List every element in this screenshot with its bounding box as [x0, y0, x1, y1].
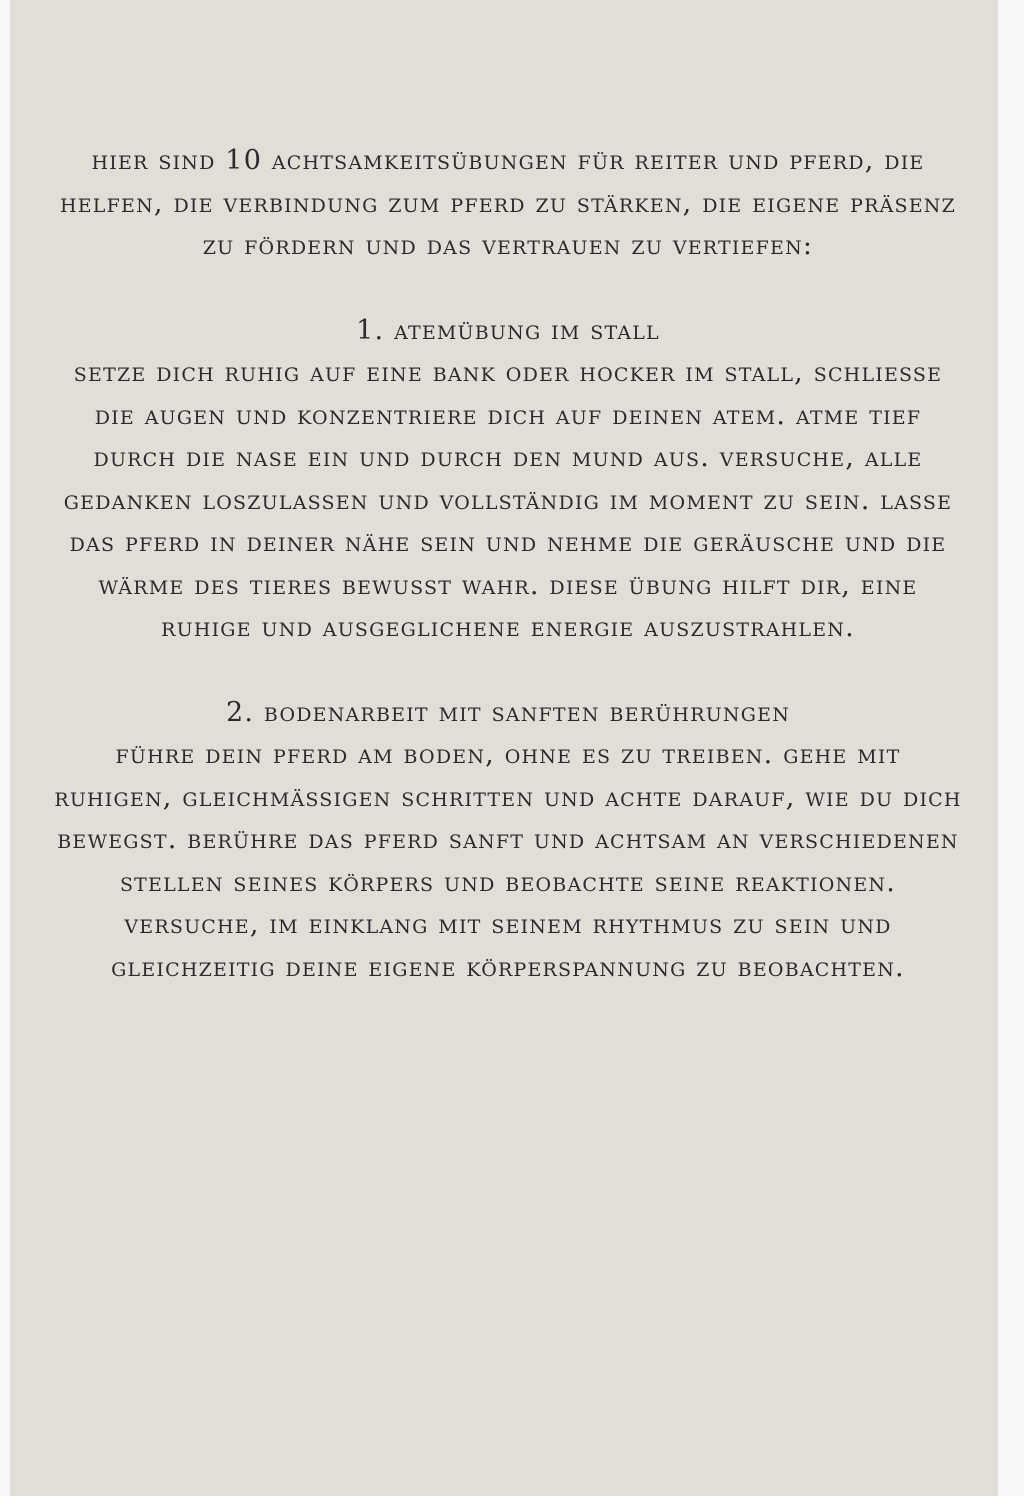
intro-paragraph: hier sind 10 achtsamkeitsübungen für reiter und pferd, die helfen, die verbindung zum pferd zu stärken, die eigene präsenz zu fördern und das vertrauen zu vertiefen: [59, 145, 957, 261]
right-margin [998, 0, 1024, 1496]
document-content [54, 140, 962, 1031]
exercise-heading-2: 2. bodenarbeit mit sanften berührungen [225, 696, 791, 728]
exercise-body-1: setze dich ruhig auf eine bank oder hocker im stall, schliesse die augen und konzentriere dich auf deinen atem. atme tief durch die nase ein und durch den mund aus. versuche, alle gedanken loszulassen und vollständig im moment zu sein. lasse das pferd in deiner nähe sein und nehme die geräusche und die wärme des tieres bewusst wahr. diese übung hilft dir, eine ruhige und ausgeglichene energie auszustrahlen. [63, 357, 953, 643]
exercise-section-1 [54, 310, 962, 650]
text-card [10, 0, 998, 1496]
exercise-heading-1: 1. atemübung im stall [356, 314, 660, 346]
left-margin [0, 0, 10, 1496]
exercise-section-2 [54, 692, 962, 990]
exercise-body-2: führe dein pferd am boden, ohne es zu treiben. gehe mit ruhigen, gleichmässigen schritten und achte darauf, wie du dich bewegst. berühre das pferd sanft und achtsam an verschiedenen stellen seines körpers und beobachte seine reaktionen. versuche, im einklang mit seinem rhythmus zu sein und gleichzeitig deine eigene körperspannung zu beobachten. [54, 739, 962, 983]
